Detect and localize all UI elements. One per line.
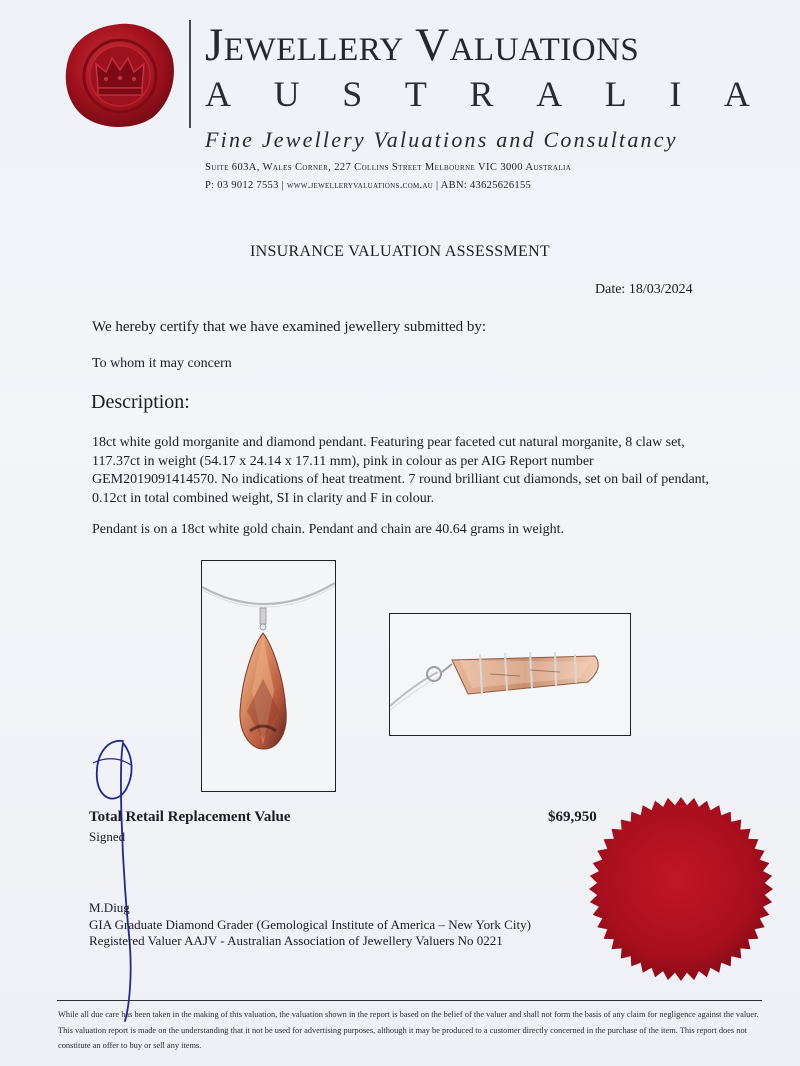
country-letter: L xyxy=(604,74,627,114)
company-country xyxy=(205,72,750,116)
country-letter: U xyxy=(273,74,300,114)
replacement-value-amount: $69,950 xyxy=(548,809,597,825)
document-date: Date: 18/03/2024 xyxy=(595,282,693,297)
signed-label: Signed xyxy=(89,829,126,844)
red-wax-seal-icon xyxy=(586,792,776,987)
handwritten-signature xyxy=(85,735,155,1025)
document-title: INSURANCE VALUATION ASSESSMENT xyxy=(249,243,550,260)
replacement-value-label: Total Retail Replacement Value xyxy=(89,809,291,825)
country-letter: R xyxy=(469,74,494,114)
country-letter: T xyxy=(404,74,427,114)
footer-divider xyxy=(57,1000,762,1001)
company-address: Suite 603A, Wales Corner, 227 Collins Street Melbourne VIC 3000 Australia xyxy=(205,162,572,173)
valuer-name: M.Diug xyxy=(89,900,130,915)
disclaimer: While all due care has been taken in the making of this valuation, the valuation shown in the report is based on the belief of the valuer and shall not form the basis of any claim for negligence against the valuer. This valuation report is made on the understanding that it not be used for advertising purposes, although it may be produced to a customer directly concerned in the purchase of the item. This report does not constitute an offer to buy or sell any items. xyxy=(58,1010,759,1050)
certification-statement: We hereby certify that we have examined jewellery submitted by: xyxy=(92,319,487,335)
pendant-front-photo xyxy=(201,560,336,792)
country-letter: A xyxy=(536,74,563,114)
chain-note-prefix: Pendant is on a 18ct white gold chain. xyxy=(92,522,309,537)
company-contact: P: 03 9012 7553 | www.jewelleryvaluations.com.au | ABN: 43625626155 xyxy=(205,180,532,191)
country-letter: A xyxy=(723,74,750,114)
chain-note xyxy=(92,522,564,538)
header-divider xyxy=(189,20,191,128)
item-description: 18ct white gold morganite and diamond pendant. Featuring pear faceted cut natural morganite, 8 claw set, 117.37ct in weight (54.17 x 24.14 x 17.11 mm), pink in colour as per AIG Report number GEM2019091414570. No indications of heat treatment. 7 round brilliant cut diamonds, set on bail of pendant, 0.12ct in total combined weight, SI in clarity and F in colour. xyxy=(92,435,710,506)
company-tagline: Fine Jewellery Valuations and Consultancy xyxy=(205,127,678,152)
crown-wax-seal-icon xyxy=(60,20,180,130)
pendant-side-photo xyxy=(389,613,631,736)
chain-note-weight: Pendant and chain are 40.64 grams in weight. xyxy=(308,522,565,537)
valuer-registration: Registered Valuer AAJV - Australian Association of Jewellery Valuers No 0221 xyxy=(89,933,503,948)
description-heading: Description: xyxy=(91,391,190,413)
country-letter: A xyxy=(205,74,231,114)
recipient: To whom it may concern xyxy=(92,356,232,371)
country-letter: S xyxy=(342,74,363,114)
valuer-credential: GIA Graduate Diamond Grader (Gemological Institute of America – New York City) xyxy=(89,917,531,932)
company-name: Jewellery Valuations xyxy=(205,19,640,71)
country-letter: I xyxy=(669,74,682,114)
